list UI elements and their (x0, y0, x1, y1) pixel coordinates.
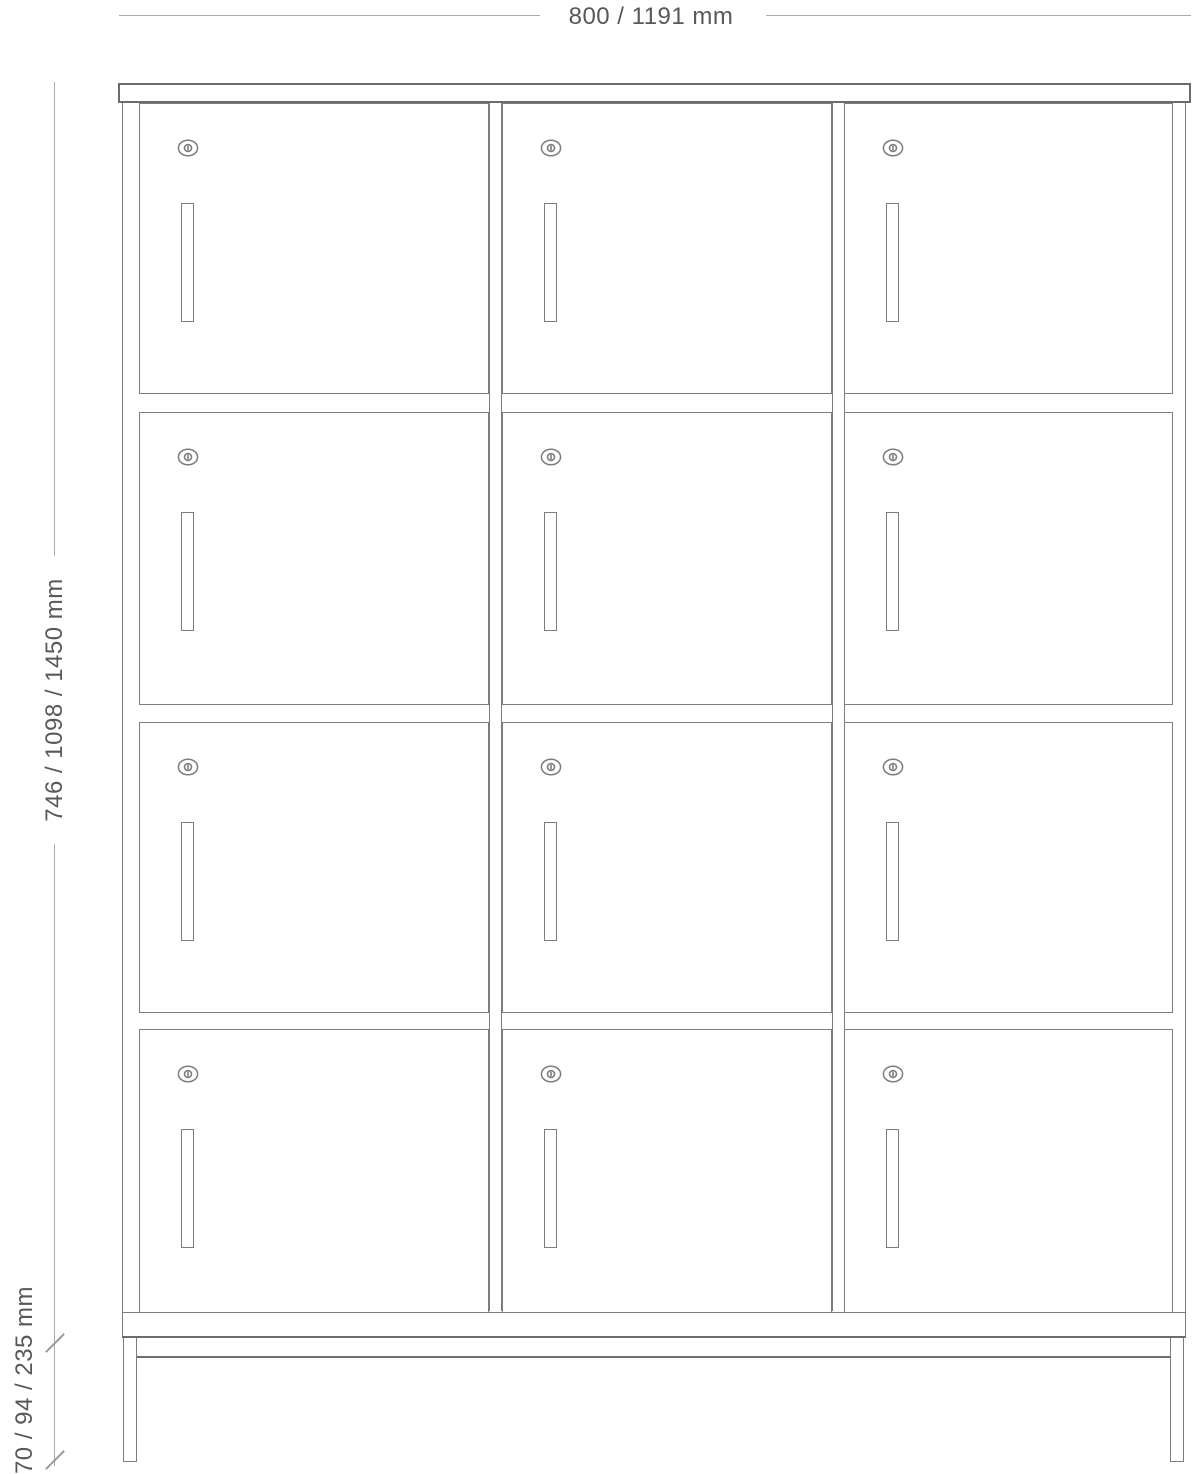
width-dimension-line-right (766, 15, 1191, 16)
keyhole-lock-icon (882, 1065, 904, 1083)
door-handle (886, 1129, 899, 1248)
locker-door (844, 1029, 1173, 1313)
keyhole-lock-icon (177, 448, 199, 466)
base-height-dimension-line (54, 1338, 55, 1466)
keyhole-lock-icon (882, 758, 904, 776)
locker-door (139, 1029, 489, 1313)
width-dimension-line-left (119, 15, 540, 16)
locker-door (139, 722, 489, 1013)
height-dimension-label: 746 / 1098 / 1450 mm (41, 578, 68, 822)
locker-door (502, 103, 832, 394)
base-rail (137, 1356, 1170, 1358)
locker-doors-grid (123, 103, 1185, 1336)
dimension-tick-icon (45, 1450, 65, 1470)
door-handle (886, 203, 899, 322)
door-handle (886, 822, 899, 941)
door-handle (181, 822, 194, 941)
keyhole-lock-icon (540, 139, 562, 157)
keyhole-lock-icon (540, 758, 562, 776)
height-dimension-line-upper (54, 82, 55, 556)
door-handle (544, 822, 557, 941)
locker-door (502, 412, 832, 705)
keyhole-lock-icon (540, 448, 562, 466)
door-handle (181, 1129, 194, 1248)
keyhole-lock-icon (882, 139, 904, 157)
width-dimension-label: 800 / 1191 mm (568, 3, 734, 30)
locker-door (139, 412, 489, 705)
locker-door (502, 722, 832, 1013)
keyhole-lock-icon (177, 758, 199, 776)
base-height-dimension-label: 70 / 94 / 235 mm (11, 1285, 38, 1474)
door-handle (544, 1129, 557, 1248)
height-dimension-line-lower (54, 844, 55, 1338)
locker-door (844, 103, 1173, 394)
locker-door (844, 412, 1173, 705)
dimension-tick-icon (45, 1333, 65, 1353)
cabinet-top-panel (118, 83, 1191, 103)
keyhole-lock-icon (882, 448, 904, 466)
cabinet-leg-right (1170, 1338, 1184, 1462)
locker-door (139, 103, 489, 394)
locker-door (844, 722, 1173, 1013)
locker-door (502, 1029, 832, 1313)
door-handle (181, 203, 194, 322)
cabinet-leg-left (123, 1338, 137, 1462)
cabinet-body (122, 103, 1186, 1338)
keyhole-lock-icon (177, 139, 199, 157)
door-handle (181, 512, 194, 631)
door-handle (544, 203, 557, 322)
keyhole-lock-icon (540, 1065, 562, 1083)
door-handle (886, 512, 899, 631)
door-handle (544, 512, 557, 631)
keyhole-lock-icon (177, 1065, 199, 1083)
